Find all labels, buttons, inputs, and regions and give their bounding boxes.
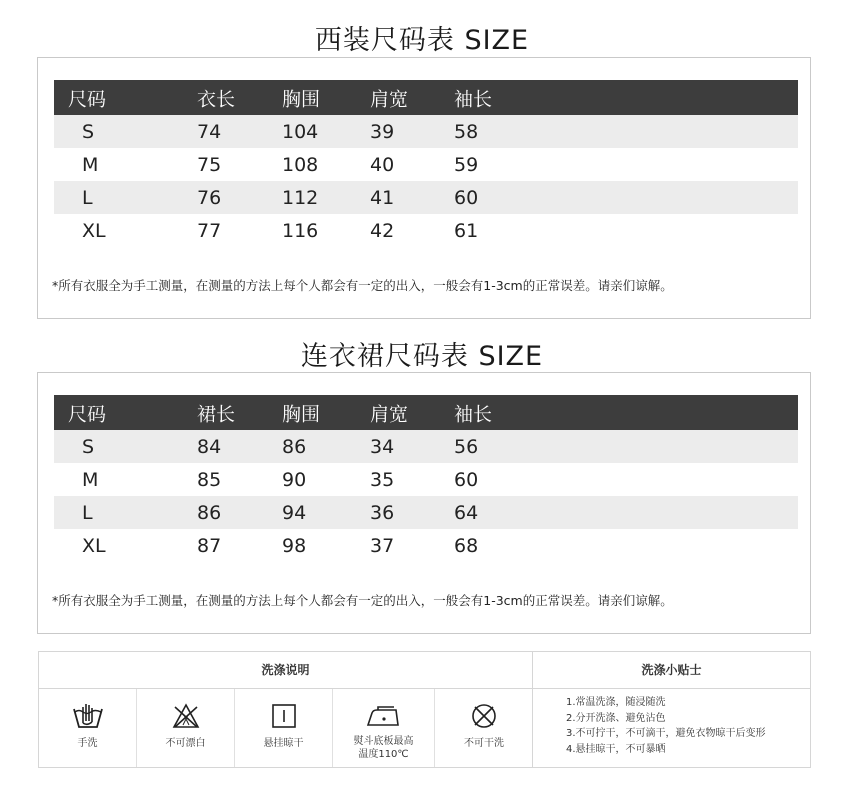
cell-shoulder: 40 bbox=[370, 153, 395, 176]
hand-wash-icon bbox=[70, 701, 106, 731]
cell-sleeve: 68 bbox=[454, 534, 479, 557]
dress-size-table bbox=[54, 395, 798, 562]
hang-dry-icon bbox=[269, 701, 299, 731]
cell-length: 76 bbox=[197, 186, 222, 209]
cell-sleeve: 61 bbox=[454, 219, 479, 242]
cell-shoulder: 37 bbox=[370, 534, 395, 557]
cell-length: 75 bbox=[197, 153, 222, 176]
table-row bbox=[54, 181, 798, 214]
cell-length: 77 bbox=[197, 219, 222, 242]
table-row bbox=[54, 214, 798, 247]
table-header-row bbox=[54, 80, 798, 115]
care-item-no-dry-clean bbox=[435, 689, 533, 767]
dress-size-panel bbox=[37, 372, 811, 634]
cell-length: 74 bbox=[197, 120, 222, 143]
cell-bust: 112 bbox=[282, 186, 319, 209]
list-item: 4.悬挂晾干，不可暴晒 bbox=[566, 743, 666, 755]
care-instructions-panel bbox=[38, 651, 811, 768]
cell-skirt-length: 84 bbox=[197, 435, 222, 458]
cell-size: L bbox=[82, 186, 93, 209]
header-sleeve: 袖长 bbox=[454, 88, 493, 110]
header-size: 尺码 bbox=[68, 88, 107, 110]
care-label: 熨斗底板最高 温度110℃ bbox=[353, 736, 414, 760]
list-item: 3.不可拧干，不可滴干，避免衣物晾干后变形 bbox=[566, 728, 766, 739]
cell-sleeve: 58 bbox=[454, 120, 479, 143]
care-label: 悬挂晾干 bbox=[263, 738, 304, 749]
cell-size: XL bbox=[82, 219, 106, 242]
cell-sleeve: 64 bbox=[454, 501, 479, 524]
care-label: 手洗 bbox=[77, 738, 98, 749]
cell-bust: 104 bbox=[282, 120, 319, 143]
care-item-iron bbox=[333, 689, 435, 767]
cell-shoulder: 35 bbox=[370, 468, 395, 491]
suit-size-panel bbox=[37, 57, 811, 319]
measurement-note: *所有衣服全为手工测量，在测量的方法上每个人都会有一定的出入，一般会有1-3cm的正常误差。请亲们谅解。 bbox=[52, 593, 673, 608]
cell-skirt-length: 85 bbox=[197, 468, 222, 491]
cell-shoulder: 42 bbox=[370, 219, 395, 242]
no-bleach-icon bbox=[171, 701, 201, 731]
cell-bust: 116 bbox=[282, 219, 319, 242]
dress-size-title: 连衣裙尺码表 SIZE bbox=[300, 341, 544, 372]
care-tips-title: 洗涤小贴士 bbox=[533, 652, 810, 689]
table-row bbox=[54, 148, 798, 181]
table-row bbox=[54, 529, 798, 562]
iron-icon bbox=[364, 701, 404, 731]
cell-shoulder: 39 bbox=[370, 120, 395, 143]
care-instructions-title: 洗涤说明 bbox=[39, 652, 533, 689]
cell-skirt-length: 86 bbox=[197, 501, 222, 524]
care-icons-row bbox=[39, 689, 533, 767]
cell-bust: 108 bbox=[282, 153, 319, 176]
care-label: 不可干洗 bbox=[464, 738, 504, 749]
table-row bbox=[54, 430, 798, 463]
measurement-note: *所有衣服全为手工测量，在测量的方法上每个人都会有一定的出入，一般会有1-3cm的正常误差。请亲们谅解。 bbox=[52, 278, 673, 293]
cell-shoulder: 36 bbox=[370, 501, 395, 524]
header-length: 衣长 bbox=[197, 88, 236, 110]
table-row bbox=[54, 115, 798, 148]
cell-bust: 98 bbox=[282, 534, 307, 557]
care-tips-list bbox=[533, 689, 810, 767]
care-item-no-bleach bbox=[137, 689, 235, 767]
care-label: 不可漂白 bbox=[165, 738, 206, 749]
cell-size: M bbox=[82, 468, 99, 491]
care-item-hang-dry bbox=[235, 689, 333, 767]
cell-bust: 86 bbox=[282, 435, 307, 458]
cell-bust: 90 bbox=[282, 468, 307, 491]
header-size: 尺码 bbox=[68, 403, 107, 425]
cell-size: XL bbox=[82, 534, 106, 557]
cell-sleeve: 59 bbox=[454, 153, 479, 176]
header-skirt-length: 裙长 bbox=[197, 403, 236, 425]
cell-size: L bbox=[82, 501, 93, 524]
table-header-row bbox=[54, 395, 798, 430]
list-item: 2.分开洗涤、避免沾色 bbox=[566, 712, 666, 724]
table-row bbox=[54, 496, 798, 529]
cell-bust: 94 bbox=[282, 501, 307, 524]
cell-shoulder: 41 bbox=[370, 186, 395, 209]
header-sleeve: 袖长 bbox=[454, 403, 493, 425]
cell-size: S bbox=[82, 120, 95, 143]
header-shoulder: 肩宽 bbox=[370, 403, 409, 425]
suit-size-title: 西装尺码表 SIZE bbox=[314, 25, 530, 56]
header-shoulder: 肩宽 bbox=[370, 88, 409, 110]
no-dry-clean-icon bbox=[469, 701, 499, 731]
cell-shoulder: 34 bbox=[370, 435, 395, 458]
header-bust: 胸围 bbox=[282, 403, 321, 425]
list-item: 1.常温洗涤，随浸随洗 bbox=[566, 697, 666, 708]
cell-sleeve: 60 bbox=[454, 468, 479, 491]
care-item-hand-wash bbox=[39, 689, 137, 767]
header-bust: 胸围 bbox=[282, 88, 321, 110]
table-row bbox=[54, 463, 798, 496]
cell-sleeve: 60 bbox=[454, 186, 479, 209]
suit-size-table bbox=[54, 80, 798, 247]
cell-skirt-length: 87 bbox=[197, 534, 222, 557]
cell-size: S bbox=[82, 435, 95, 458]
cell-sleeve: 56 bbox=[454, 435, 479, 458]
cell-size: M bbox=[82, 153, 99, 176]
